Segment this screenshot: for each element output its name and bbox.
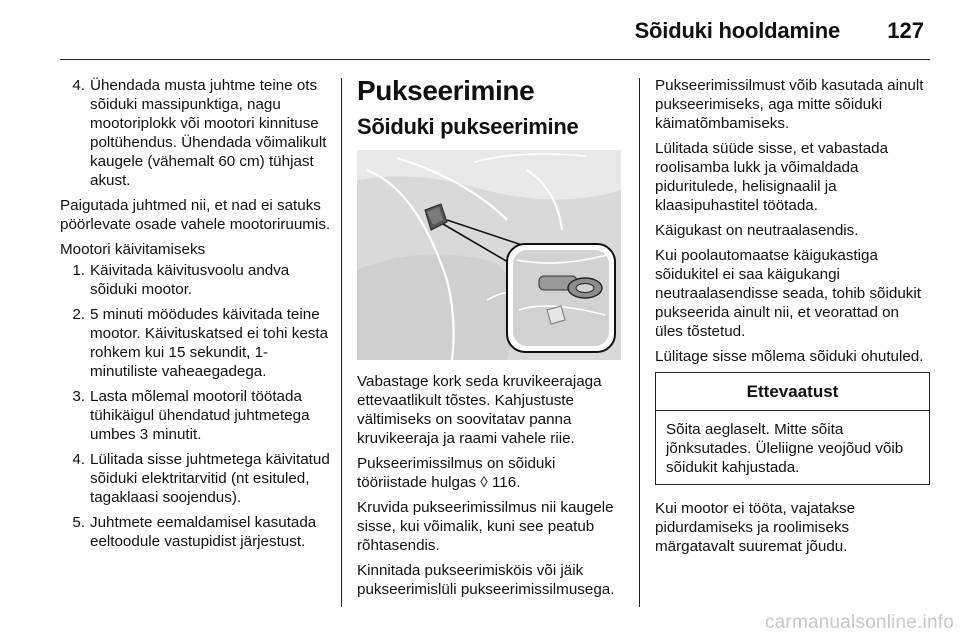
list-text: 5 minuti möödudes käivitada teine mootor. Käivituskatsed ei tohi kesta rohkem kui 15 sekundit, 1-minutiliste vaheaegadega.: [90, 306, 329, 380]
warning-title: Ettevaatust: [656, 373, 929, 411]
list-item: [60, 305, 332, 381]
list-item: [60, 450, 332, 507]
section-title: Pukseerimine: [357, 75, 535, 106]
page-number: 127: [887, 18, 924, 43]
subsection-title: Sõiduki pukseerimine: [357, 114, 579, 139]
paragraph: Mootori käivitamiseks: [60, 241, 206, 258]
column-divider-1: [341, 78, 342, 607]
paragraph: Pukseerimissilmus on sõiduki tööriistade hulgas ◊ 116.: [357, 455, 556, 491]
watermark: carmanualsonline.info: [764, 612, 954, 633]
header-rule: [60, 59, 930, 60]
list-number: 4.: [72, 451, 85, 468]
towing-eye-illustration-icon: [357, 150, 621, 360]
paragraph: Paigutada juhtmed nii, et nad ei satuks pöörlevate osade vahele mootoriruumis.: [60, 197, 331, 233]
paragraph: Lülitada süüde sisse, et vabastada roolisamba lukk ja võimaldada piduritulede, helisignaalil ja klaasipuhastitel töötada.: [655, 140, 889, 214]
list-text: Lülitada sisse juhtmetega käivitatud sõiduki elektritarvitid (nt esituled, tagaklaasi soojendus).: [90, 451, 330, 506]
column-3: [655, 76, 930, 562]
list-item: [60, 387, 332, 444]
list-number: 1.: [72, 262, 85, 279]
paragraph: Käigukast on neutraalasendis.: [655, 222, 859, 239]
list-text: Ühendada musta juhtme teine ots sõiduki massipunktiga, nagu mootoriplokk või mootori kinnituse poltühendus. Ühendada võimalikult kaugele (vähemalt 60 cm) tühjast akust.: [90, 77, 327, 189]
warning-body: Sõita aeglaselt. Mitte sõita jõnksutades. Üleliigne veojõud võib sõidukit kahjustada.: [666, 421, 904, 476]
list-text: Käivitada käivitusvoolu andva sõiduki mootor.: [90, 262, 290, 298]
paragraph: Kruvida pukseerimissilmus nii kaugele sisse, kui võimalik, kuni see peatub rõhtasendis.: [357, 499, 614, 554]
list-item: [60, 513, 332, 551]
paragraph: Lülitage sisse mõlema sõiduki ohutuled.: [655, 348, 924, 365]
list-number: 3.: [72, 388, 85, 405]
list-text: Juhtmete eemaldamisel kasutada eeltoodule vastupidist järjestust.: [90, 514, 317, 550]
list-text: Lasta mõlemal mootoril töötada tühikäigul ühendatud juhtmetega umbes 3 minutit.: [90, 388, 310, 443]
page-header-title: Sõiduki hooldamine: [634, 18, 840, 43]
paragraph: Vabastage kork seda kruvikeerajaga ettevaatlikult tõstes. Kahjustuste vältimiseks on soovitatav panna kruvikeeraja ja raami vahele riie.: [357, 373, 602, 447]
warning-box: [655, 372, 930, 485]
paragraph: Kui poolautomaatse käigukastiga sõidukitel ei saa käigukangi neutraalasendisse seada, tohib sõidukit pukseerida ainult nii, et veorattad on üles tõstetud.: [655, 247, 921, 340]
paragraph: Kui mootor ei tööta, vajatakse pidurdamiseks ja roolimiseks märgatavalt suuremat jõudu.: [655, 500, 856, 555]
list-item: [60, 76, 332, 190]
list-number: 5.: [72, 514, 85, 531]
column-1: [60, 76, 332, 557]
list-item: [60, 261, 332, 299]
list-number: 4.: [72, 77, 85, 94]
column-divider-2: [639, 78, 640, 607]
column-2: [357, 76, 625, 605]
paragraph: Kinnitada pukseerimisköis või jäik pukseerimislüli pukseerimissilmusega.: [357, 562, 615, 598]
list-number: 2.: [72, 306, 85, 323]
paragraph: Pukseerimissilmust võib kasutada ainult pukseerimiseks, aga mitte sõiduki käimatõmbamiseks.: [655, 77, 924, 132]
